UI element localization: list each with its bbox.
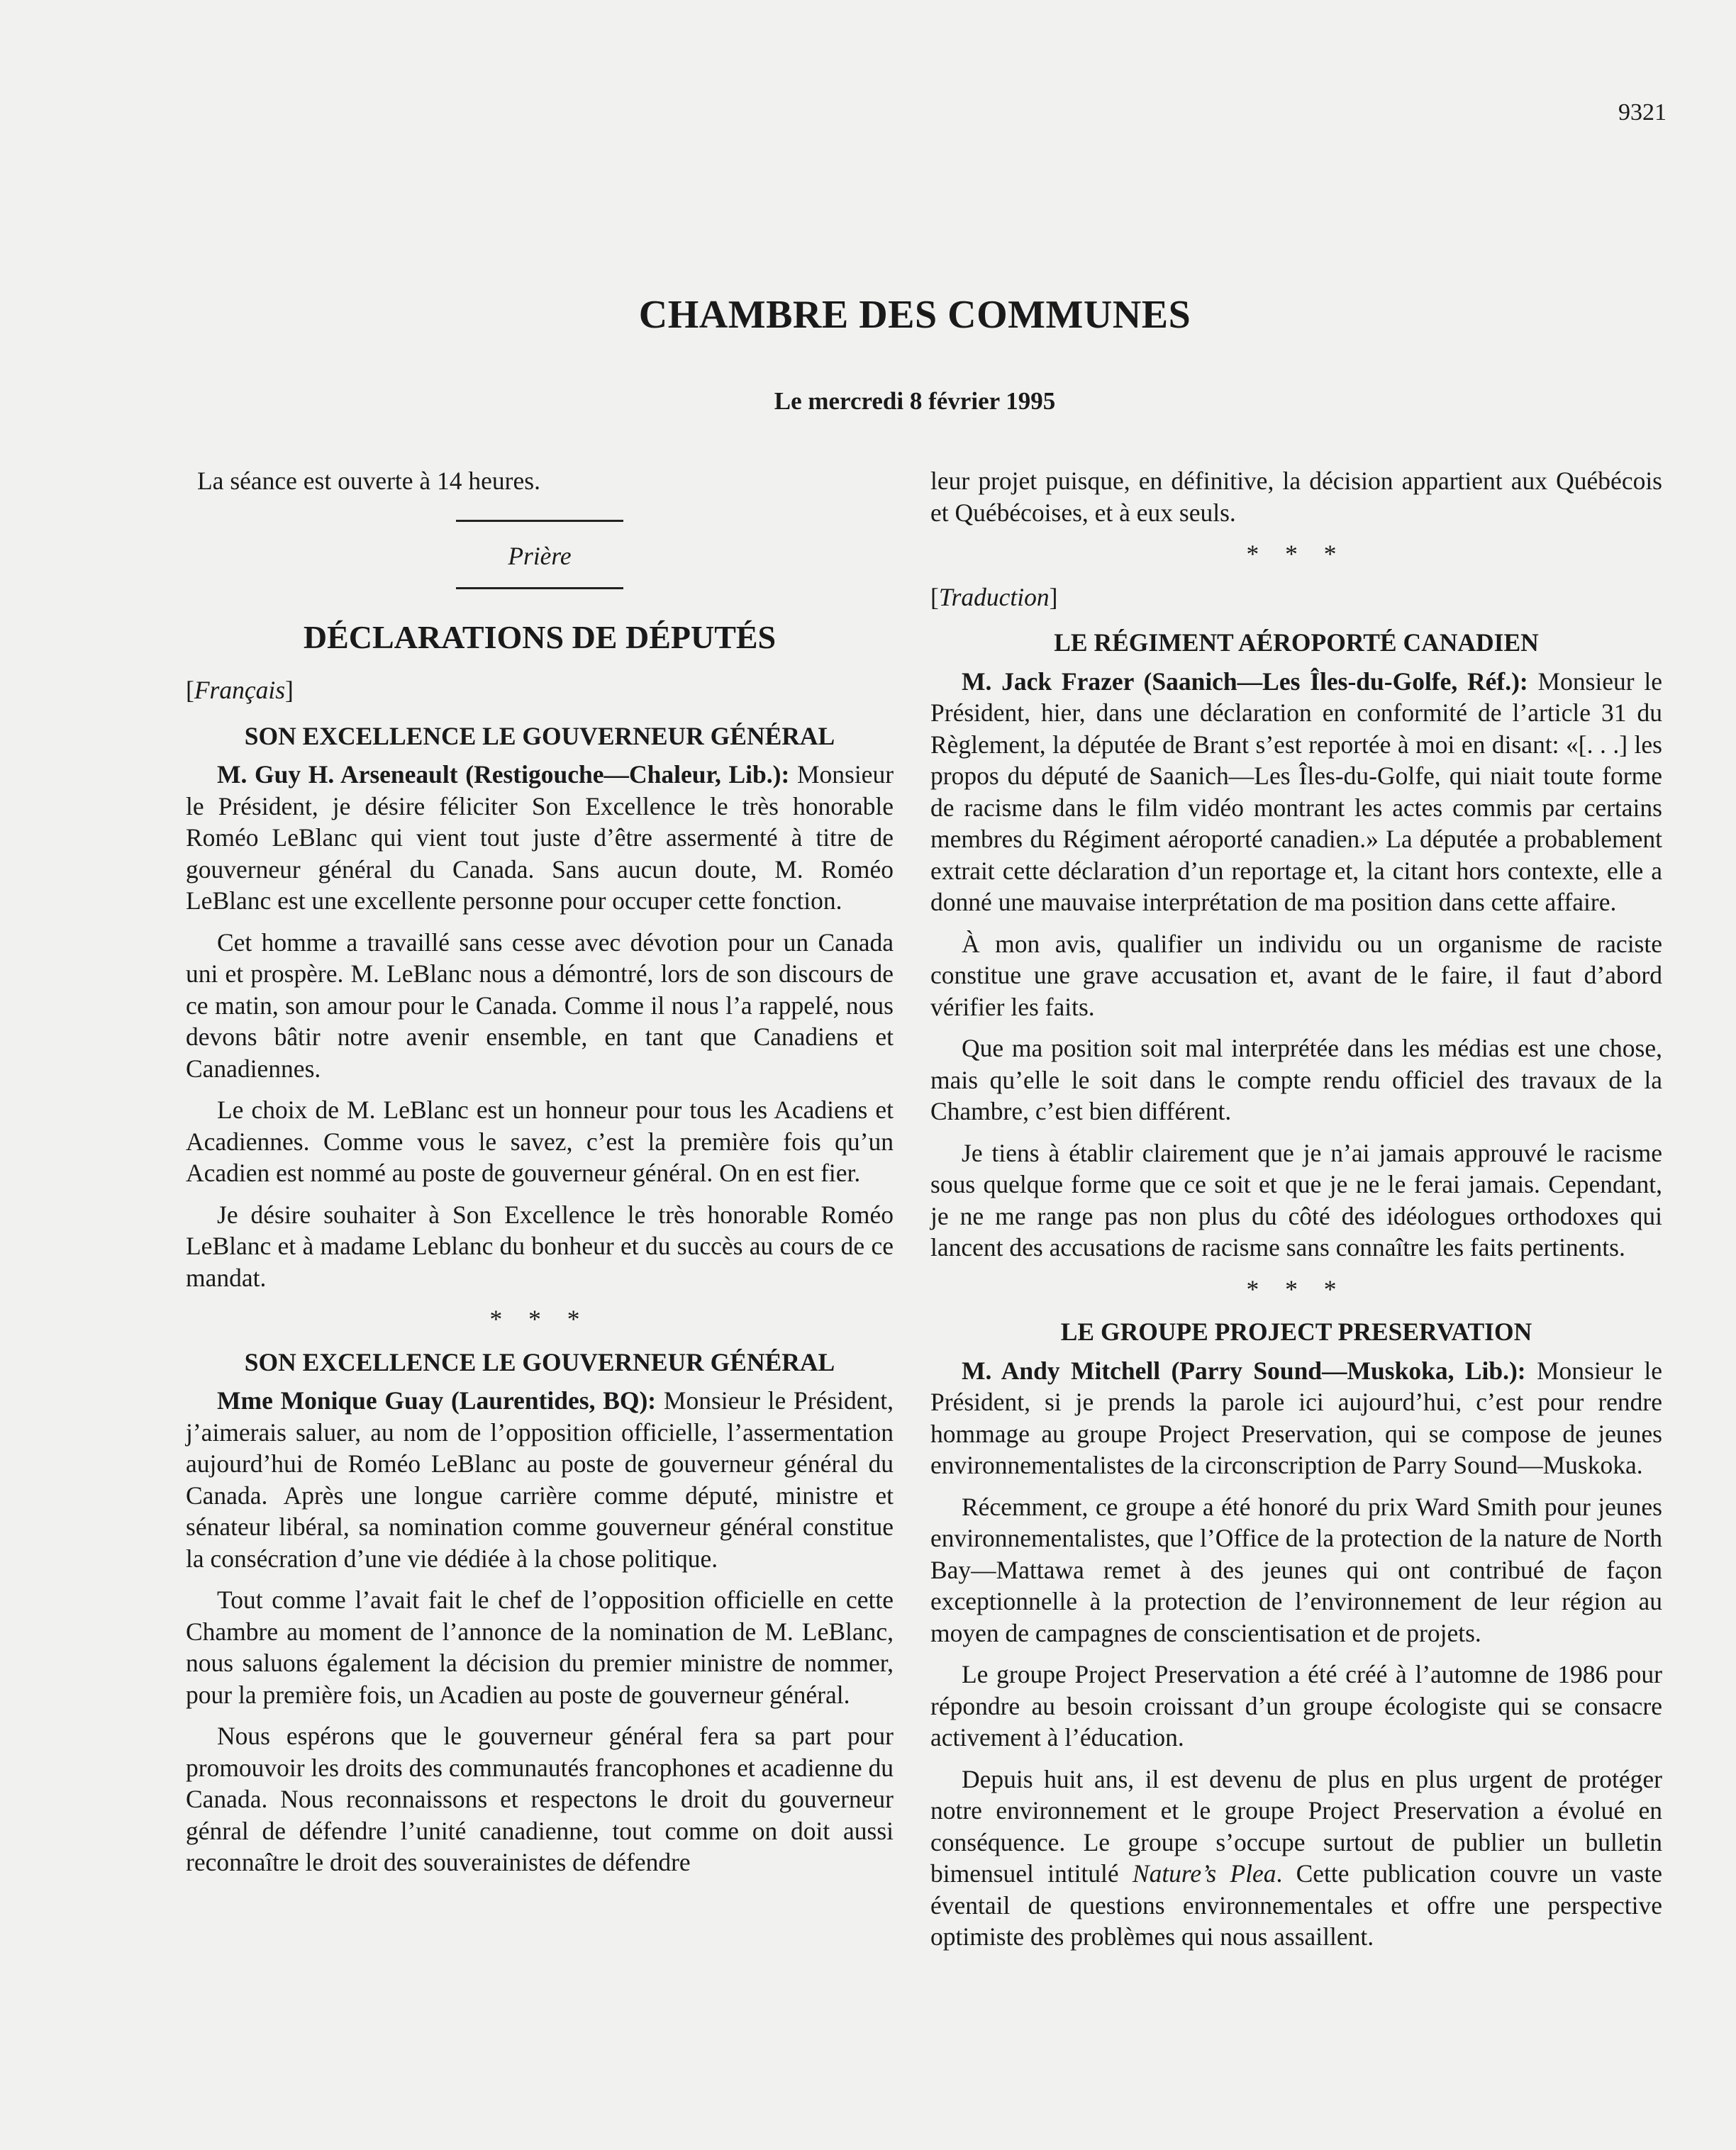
divider-rule: [456, 587, 623, 589]
statement-paragraph: Nous espérons que le gouverneur général fera sa part pour promouvoir les droits des communautés francophones et acadienne du Canada. Nous reconnaissons et respectons le droit du gouverneur génral de défendre l’unité canadienne, tout comme on doit aussi reconnaître le droit des souverainistes de défendre: [186, 1722, 894, 1876]
statement-paragraph: Le groupe Project Preservation a été créé à l’automne de 1986 pour répondre au besoin croissant d’un groupe écologiste qui se consacre activement à l’éducation.: [930, 1660, 1662, 1751]
statement-paragraph: [930, 1355, 1662, 1481]
statement-paragraph: Que ma position soit mal interprétée dans les médias est une chose, mais qu’elle le soit dans le compte rendu officiel des travaux de la Chambre, c’est bien différent.: [930, 1034, 1662, 1125]
language-tag-text: Français: [194, 676, 286, 704]
paragraph-text: Monsieur le Président, hier, dans une déclaration en conformité de l’article 31 du Règlement, la députée de Brant s’est reportée à moi en disant: «[. . .] les propos du député de Saanich—Les Îles-du-Golfe, qui niait toute forme de racisme dans le film vidéo montrant les actes commis par certains membres du Régiment aéroporté canadien.» La députée a probablement extrait cette déclaration d’un reportage et, la citant hors contexte, elle a donné une mauvaise interprétation de ma position dans cette affaire.: [930, 667, 1663, 916]
section-separator: * * *: [489, 1305, 590, 1333]
page-title: CHAMBRE DES COMMUNES: [638, 293, 1191, 337]
publication-title: Nature’s Plea: [1132, 1859, 1276, 1888]
language-tag: [Traduction]: [930, 582, 1058, 611]
paragraph-text: . Cette publication couvre un vaste éventail de questions environnementales et offre une perspective optimiste des problèmes qui nous assaillent.: [930, 1859, 1662, 1951]
speaker-name: M. Andy Mitchell (Parry Sound—Muskoka, Lib.):: [962, 1356, 1526, 1385]
section-title: DÉCLARATIONS DE DÉPUTÉS: [303, 619, 777, 655]
statement-paragraph: Cet homme a travaillé sans cesse avec dévotion pour un Canada uni et prospère. M. LeBlanc nous a démontré, lors de son discours de ce matin, son amour pour le Canada. Comme il nous l’a rappelé, nous devons bâtir notre avenir ensemble, en tant que Canadiens et Canadiennes.: [186, 928, 894, 1083]
paragraph-text: Monsieur le Président, je désire féliciter Son Excellence le très honorable Roméo LeBlanc qui vient tout juste d’être assermenté à titre de gouverneur général du Canada. Sans aucun doute, M. Roméo LeBlanc est une excellente personne pour occuper cette fonction.: [186, 760, 894, 915]
statement-heading: LE RÉGIMENT AÉROPORTÉ CANADIEN: [1054, 628, 1539, 657]
statement-heading: SON EXCELLENCE LE GOUVERNEUR GÉNÉRAL: [244, 1347, 835, 1376]
right-column: [930, 465, 1662, 1963]
statement-paragraph: Récemment, ce groupe a été honoré du prix Ward Smith pour jeunes environnementalistes, que l’Office de la protection de la nature de North Bay—Mattawa remet à des jeunes qui ont contribué de façon exceptionnelle à la protection de l’environnement de leur région au moyen de campagnes de conscientisation et de projets.: [930, 1492, 1662, 1647]
statement-paragraph: [186, 759, 894, 917]
statement-paragraph: [930, 1764, 1662, 1953]
statement-paragraph: Je désire souhaiter à Son Excellence le très honorable Roméo LeBlanc et à madame Leblanc du bonheur et du succès au cours de ce mandat.: [186, 1200, 894, 1292]
paragraph-text: Monsieur le Président, j’aimerais saluer, au nom de l’opposition officielle, l’assermentation aujourd’hui de Roméo LeBlanc au poste de gouverneur général du Canada. Après une longue carrière comme député, ministre et sénateur libéral, sa nomination comme gouverneur général constitue la consécration d’une vie dédiée à la chose politique.: [186, 1386, 894, 1573]
paragraph-text: Monsieur le Président, si je prends la parole ici aujourd’hui, c’est pour rendre hommage au groupe Project Preservation, qui se compose de jeunes environnementalistes de la circonscription de Parry Sound—Muskoka.: [930, 1356, 1662, 1479]
sitting-date: Le mercredi 8 février 1995: [774, 387, 1056, 415]
statement-paragraph: [186, 1385, 894, 1574]
statement-paragraph: Je tiens à établir clairement que je n’ai jamais approuvé le racisme sous quelque forme que ce soit et que je ne le ferai jamais. Cependant, je ne me range pas non plus du côté des idéologues orthodoxes qui lancent des accusations de racisme sans connaître les faits pertinents.: [930, 1138, 1662, 1261]
section-separator: * * *: [1246, 540, 1347, 568]
divider-rule: [456, 520, 623, 522]
speaker-name: M. Jack Frazer (Saanich—Les Îles-du-Golfe, Réf.):: [962, 667, 1528, 696]
statement-paragraph: Le choix de M. LeBlanc est un honneur pour tous les Acadiens et Acadiennes. Comme vous le savez, c’est la première fois qu’un Acadien est nommé au poste de gouverneur général. On en est fier.: [186, 1096, 894, 1187]
statement-paragraph: Tout comme l’avait fait le chef de l’opposition officielle en cette Chambre au moment de l’annonce de la nomination de M. LeBlanc, nous saluons également la décision du premier ministre de nommer, pour la première fois, un Acadien au poste de gouverneur général.: [186, 1586, 894, 1709]
statement-heading: SON EXCELLENCE LE GOUVERNEUR GÉNÉRAL: [244, 721, 835, 750]
continued-paragraph: leur projet puisque, en définitive, la décision appartient aux Québécois et Québécoises, et à eux seuls.: [930, 467, 1662, 527]
priere-label: Prière: [508, 541, 572, 570]
speaker-name: M. Guy H. Arseneault (Restigouche—Chaleur, Lib.):: [217, 760, 790, 789]
statement-heading: LE GROUPE PROJECT PRESERVATION: [1060, 1318, 1532, 1346]
statement-paragraph: [930, 666, 1662, 918]
statement-paragraph: À mon avis, qualifier un individu ou un organisme de raciste constitue une grave accusation et, avant de le faire, il faut d’abord vérifier les faits.: [930, 929, 1662, 1021]
language-tag-text: Traduction: [938, 582, 1050, 611]
sitting-opening: La séance est ouverte à 14 heures.: [197, 467, 540, 495]
language-tag: [Français]: [186, 676, 294, 704]
left-column: [186, 465, 894, 1888]
section-separator: * * *: [1246, 1274, 1347, 1303]
paragraph-text: Depuis huit ans, il est devenu de plus en plus urgent de protéger notre environnement et le groupe Project Preservation a évolué en conséquence. Le groupe s’occupe surtout de publier un bulletin bimensuel intitulé: [930, 1764, 1662, 1888]
page-number: 9321: [1618, 99, 1667, 126]
speaker-name: Mme Monique Guay (Laurentides, BQ):: [217, 1386, 657, 1415]
